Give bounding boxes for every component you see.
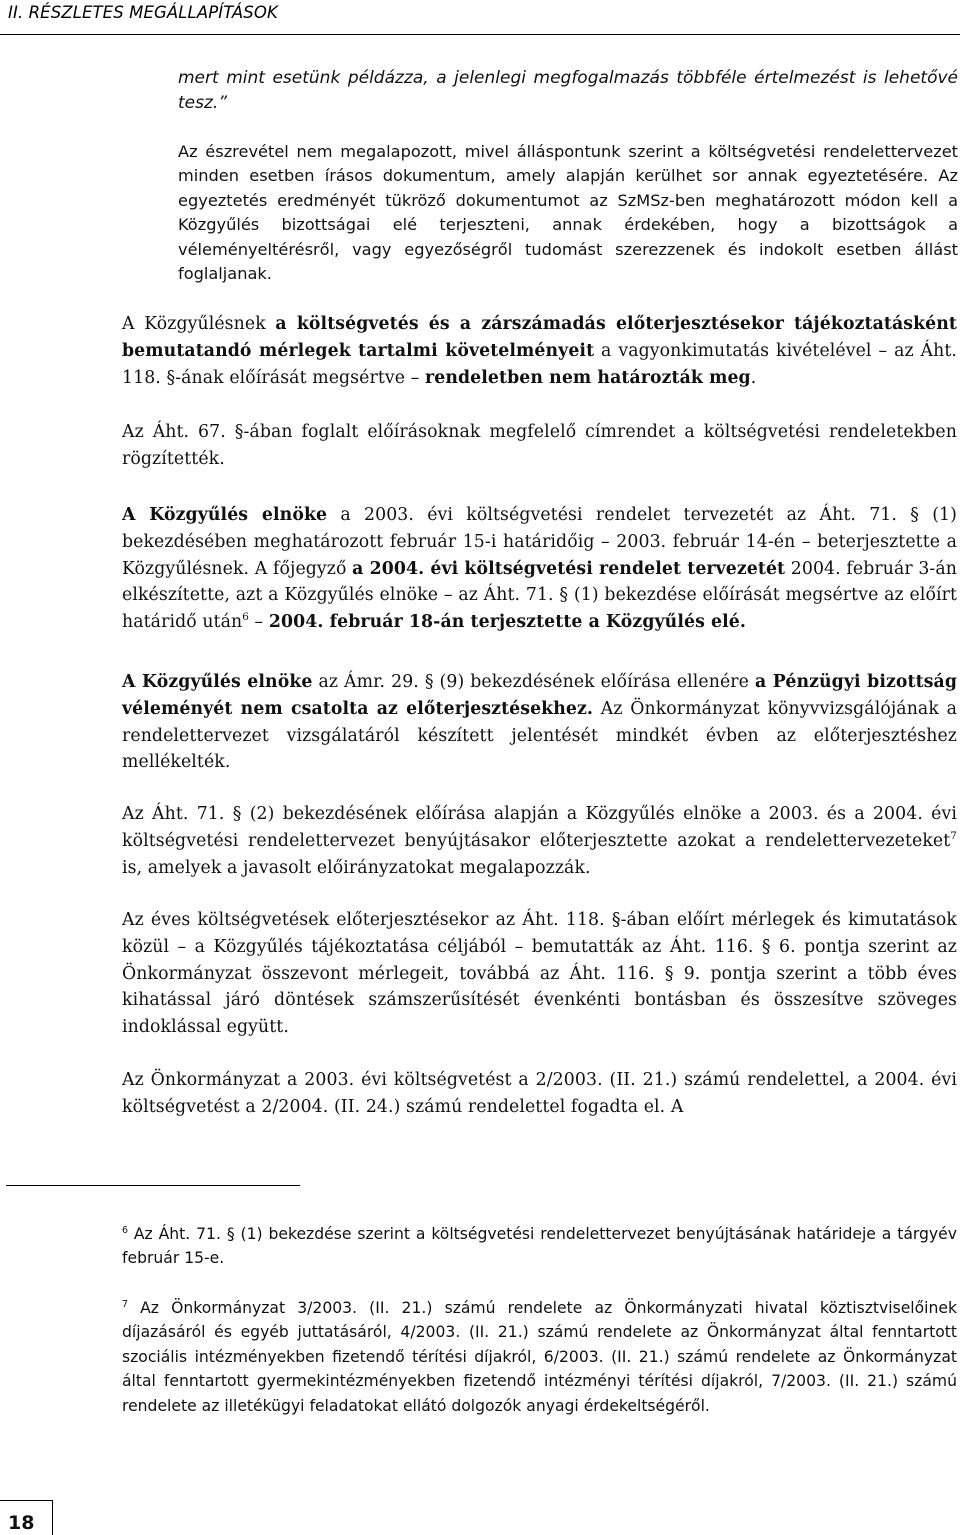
footnote-text: Az Áht. 71. § (1) bekezdése szerint a költségvetési rendelettervezet benyújtásának határideje a tárgyév február 15-e. <box>122 1225 957 1268</box>
footnote-ref-7[interactable]: 7 <box>950 830 957 843</box>
bold-run: a költségvetés és a zárszámadás előterjesztésekor tájékoztatásként bemutatandó mérlegek tartalmi követelményeit <box>122 314 958 361</box>
text-run: a vagyonkimutatás kivételével – az Áht. 118. §-ának előírását megsértve – <box>122 340 958 388</box>
bold-run: 2004. február 18-án terjesztette a Közgyűlés elé. <box>268 612 747 633</box>
text-run: 2004. február 3-án elkészítette, azt a Közgyűlés elnöke – az Áht. 71. § (1) bekezdése előírását megsértve az előírt határidő után <box>122 558 957 633</box>
text-run: az Ámr. 29. § (9) bekezdésének előírása ellenére <box>312 672 755 692</box>
footnote-7 <box>122 1296 957 1418</box>
footnote-ref-6[interactable]: 6 <box>242 611 249 624</box>
text-run: a 2003. évi költségvetési rendelet tervezetét az Áht. 71. § (1) bekezdésében meghatározott február 15-i határidőig – 2003. február 14-én – beterjesztette a Közgyűlésnek. A főjegyző <box>122 505 957 579</box>
footnote-number: 6 <box>122 1224 128 1236</box>
paragraph-title-order: Az Áht. 67. §-ában foglalt előírásoknak megfelelő címrendet a költségvetési rendeletekben rögzítették. <box>122 422 957 469</box>
paragraph-balance-requirements <box>122 311 957 391</box>
chapter-title: II. RÉSZLETES MEGÁLLAPÍTÁSOK <box>8 3 278 22</box>
bold-run: rendeletben nem határozták meg <box>425 367 751 388</box>
text-run: Az Önkormányzat könyvvizsgálójának a rendelettervezet vizsgálatáról készített jelentését mindkét évben az előterjesztéshez mellékelték. <box>122 698 957 773</box>
bold-run: A Közgyűlés elnöke <box>122 505 328 525</box>
bold-run: a 2004. évi költségvetési rendelet tervezetét <box>352 558 786 579</box>
footnote-text: Az Önkormányzat 3/2003. (II. 21.) számú rendelete az Önkormányzati hivatal köztisztviselőinek díjazásáról és egyéb juttatásáról, 4/2003. (II. 21.) számú rendelete az Önkormányzat által fenntartott szociális intézményekben fizetendő térítési díjakról, 6/2003. (II. 21.) számú rendelete az Önkormányzat által fenntartott gyermekintézményekben fizetendő intézményi térítési díjakról, 7/2003. (II. 21.) számú rendelete az illetékügyi feladatokat ellátó dolgozók anyagi érdekeltségéről. <box>122 1299 957 1415</box>
page-number-box <box>0 1500 53 1535</box>
paragraph-adoption: Az Önkormányzat a 2003. évi költségvetést a 2/2003. (II. 21.) számú rendelettel, a 2004. évi költségvetést a 2/2004. (II. 24.) számú rendelettel fogadta el. A <box>122 1070 957 1117</box>
text-run: – <box>248 612 269 633</box>
bold-run: A Közgyűlés elnöke <box>122 672 313 692</box>
footnote-divider <box>6 1185 300 1186</box>
paragraph-balance-sheets: Az éves költségvetések előterjesztésekor az Áht. 118. §-ában előírt mérlegek és kimutatások közül – a Közgyűlés tájékoztatása céljából – bemutatták az Áht. 116. § 6. pontja szerint az Önkormányzat összevont mérlegeit, továbbá az Áht. 116. § 9. pontja szerint a több éves kihatással járó döntések számszerűsítését évenkénti bontásban és összesítve szöveges indoklással együtt. <box>122 910 957 1038</box>
response-paragraph: Az észrevétel nem megalapozott, mivel álláspontunk szerint a költségvetési rendelettervezet minden esetben írásos dokumentum, amely alapján kerülhet sor annak egyeztetésére. Az egyeztetés eredményét tükröző dokumentumot az SzMSz-ben meghatározott módon kell a Közgyűlés bizottságai elé terjeszteni, annak érdekében, hogy a bizottságok a véleményeltérésről, vagy egyezőségről tudomást szerezzenek és indokolt esetben állást foglaljanak. <box>178 142 958 284</box>
footnote-6 <box>122 1222 957 1271</box>
footnote-number: 7 <box>122 1298 128 1310</box>
paragraph-draft-regulations <box>122 801 957 881</box>
text-run: A Közgyűlésnek <box>122 314 276 334</box>
running-header <box>0 0 960 35</box>
paragraph-budget-submission <box>122 502 957 636</box>
bold-run: a Pénzügyi bizottság véleményét nem csatolta az előterjesztésekhez. <box>122 672 958 719</box>
text-run: Az Áht. 71. § (2) bekezdésének előírása alapján a Közgyűlés elnöke a 2003. és a 2004. évi költségvetési rendelettervezet benyújtásakor előterjesztette azokat a rendelettervezeteket <box>122 804 957 851</box>
paragraph-finance-committee <box>122 669 957 776</box>
text-run: . <box>750 367 757 388</box>
text-run: is, amelyek a javasolt előirányzatokat megalapozzák. <box>122 857 591 878</box>
page-number: 18 <box>8 1512 35 1534</box>
quoted-comment: mert mint esetünk példázza, a jelenlegi megfogalmazás többféle értelmezést is lehetővé tesz.” <box>178 68 958 113</box>
